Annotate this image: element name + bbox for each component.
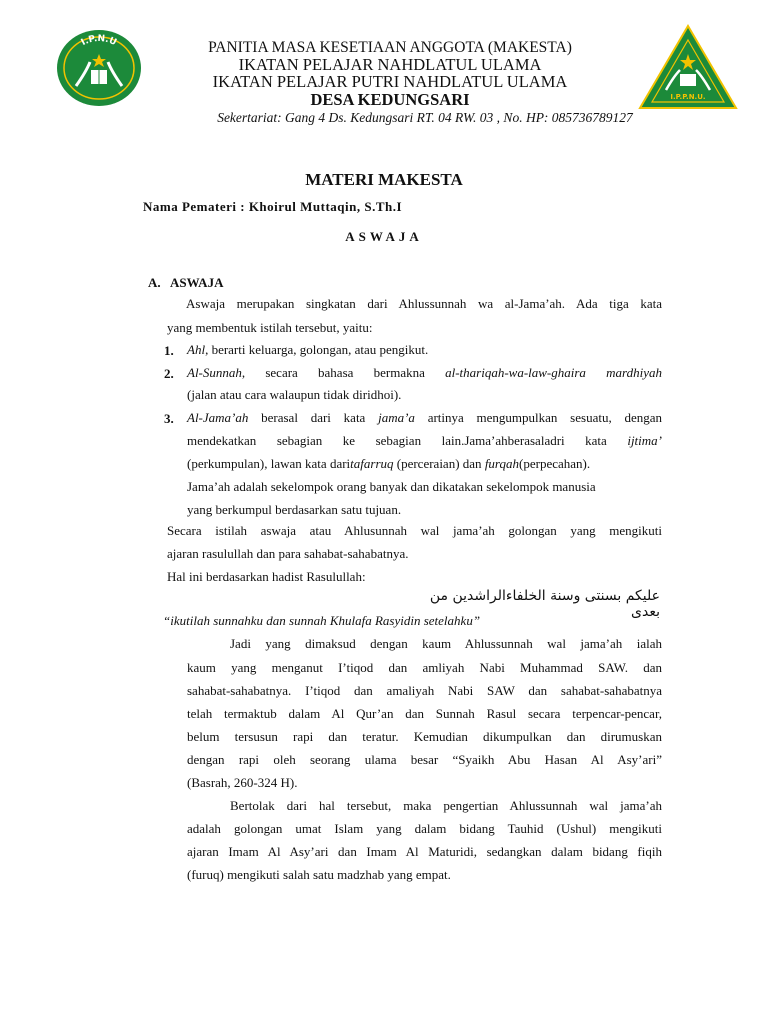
list-number-3: 3. bbox=[164, 411, 174, 426]
ipnu-logo bbox=[56, 28, 142, 108]
paragraph-2-line-2: ajaran rasulullah dan para sahabat-sahabatnya. bbox=[167, 546, 409, 561]
paragraph-2-line-1: Secara istilah aswaja atau Ahlusunnah wal jama’ah golongan yang mengikuti bbox=[167, 523, 662, 538]
paragraph-5-line-3: ajaran Imam Al Asy’ari dan Imam Al Maturidi, sedangkan dalam bidang fiqih bbox=[187, 844, 662, 859]
list-item-2-line-1 bbox=[187, 366, 662, 379]
section-title: ASWAJA bbox=[170, 275, 224, 290]
letterhead-line-1: PANITIA MASA KESETIAAN ANGGOTA (MAKESTA) bbox=[208, 39, 572, 56]
paragraph-1-line-1: Aswaja merupakan singkatan dari Ahlussunnah wa al-Jama’ah. Ada tiga kata bbox=[186, 296, 662, 311]
list-item-3-line-1 bbox=[187, 411, 662, 424]
list-item-3-line-2 bbox=[187, 434, 662, 447]
list-item-1-text: , berarti keluarga, golongan, atau pengikut. bbox=[205, 342, 429, 357]
paragraph-5-line-4: (furuq) mengikuti salah satu madzhab yang empat. bbox=[187, 867, 451, 882]
paragraph-4-line-1: Jadi yang dimaksud dengan kaum Ahlussunnah wal jama’ah ialah bbox=[230, 636, 662, 651]
list-item-3-line-3-e: (perpecahan). bbox=[519, 456, 591, 471]
list-item-3-word: jama’a bbox=[378, 410, 415, 425]
section-heading bbox=[148, 275, 223, 291]
paragraph-4-line-2: kaum yang menganut I’tiqod dan amliyah Nabi Muhammad SAW. dan bbox=[187, 660, 662, 675]
list-item-1-term: Ahl bbox=[187, 342, 206, 357]
list-item-1 bbox=[187, 343, 428, 356]
hadith-translation: “ikutilah sunnahku dan sunnah Khulafa Rasyidin setelahku” bbox=[163, 613, 481, 628]
list-item-2-term: Al-Sunnah bbox=[187, 365, 242, 380]
list-item-3-line-3-a: (perkumpulan), lawan kata dari bbox=[187, 456, 351, 471]
list-item-3-line-3-d: furqah bbox=[484, 456, 520, 471]
list-item-3-line-3 bbox=[187, 457, 590, 470]
list-item-3-text-b: artinya mengumpulkan sesuatu, dengan bbox=[414, 410, 662, 425]
ippnu-logo bbox=[638, 24, 738, 112]
list-item-3-line-4: Jama’ah adalah sekelompok orang banyak dan dikatakan sekelompok manusia bbox=[187, 479, 596, 494]
letterhead-line-3: IKATAN PELAJAR PUTRI NAHDLATUL ULAMA bbox=[212, 72, 568, 91]
ipnu-logo-text: I.P.N.U bbox=[79, 33, 118, 49]
ippnu-logo-text: I.P.P.N.U. bbox=[670, 93, 706, 101]
list-item-3-line-3-c: (perceraian) dan bbox=[393, 456, 485, 471]
arabic-hadith: عليكم بسنتى وسنة الخلفاءالراشدين من بعدى bbox=[429, 588, 660, 620]
paragraph-5-line-2: adalah golongan umat Islam yang dalam bidang Tauhid (Ushul) mengikuti bbox=[187, 821, 662, 836]
section-letter: A. bbox=[148, 275, 161, 290]
list-item-3-term: Al-Jama’ah bbox=[187, 410, 249, 425]
list-item-3-line-2-term: ijtima’ bbox=[627, 433, 662, 448]
presenter-name: Nama Pemateri : Khoirul Muttaqin, S.Th.I bbox=[143, 199, 403, 214]
list-item-3-line-2-text: mendekatkan sebagian ke sebagian lain.Jama’ahberasaladri kata bbox=[187, 433, 628, 448]
list-item-3-line-3-b: tafarruq bbox=[350, 456, 394, 471]
paragraph-1-line-2: yang membentuk istilah tersebut, yaitu: bbox=[167, 320, 373, 335]
list-item-3-line-5: yang berkumpul berdasarkan satu tujuan. bbox=[187, 502, 402, 517]
list-number-1: 1. bbox=[164, 343, 174, 358]
paragraph-4-line-3: sahabat-sahabatnya. I’tiqod dan amaliyah Nabi SAW dan sahabat-sahabatnya bbox=[187, 683, 662, 698]
paragraph-4-line-6: dengan rapi oleh seorang ulama besar “Syaikh Abu Hasan Al Asy’ari” bbox=[187, 752, 662, 767]
list-item-2-text: , secara bahasa bermakna bbox=[241, 365, 446, 380]
letterhead-line-2: IKATAN PELAJAR NAHDLATUL ULAMA bbox=[238, 55, 542, 74]
paragraph-4-line-5: belum tersusun rapi dan teratur. Kemudian dikumpulkan dan dirumuskan bbox=[187, 729, 662, 744]
list-item-2-phrase: al-thariqah-wa-law-ghaira mardhiyah bbox=[445, 365, 662, 380]
paragraph-3: Hal ini berdasarkan hadist Rasulullah: bbox=[167, 569, 366, 584]
paragraph-4-line-7: (Basrah, 260-324 H). bbox=[187, 775, 298, 790]
document-title: MATERI MAKESTA bbox=[305, 170, 463, 189]
list-item-3-text-a: berasal dari kata bbox=[248, 410, 379, 425]
paragraph-4-line-4: telah termaktub dalam Al Qur’an dan Sunnah Rasul secara terpencar-pencar, bbox=[187, 706, 662, 721]
subject-heading: ASWAJA bbox=[345, 229, 423, 244]
list-number-2: 2. bbox=[164, 366, 174, 381]
letterhead-line-4: DESA KEDUNGSARI bbox=[310, 90, 470, 109]
list-item-2-line-2: (jalan atau cara walaupun tidak diridhoi). bbox=[187, 387, 402, 402]
letterhead-address: Sekertariat: Gang 4 Ds. Kedungsari RT. 04 RW. 03 , No. HP: 085736789127 bbox=[217, 110, 633, 125]
paragraph-5-line-1: Bertolak dari hal tersebut, maka pengertian Ahlussunnah wal jama’ah bbox=[230, 798, 662, 813]
